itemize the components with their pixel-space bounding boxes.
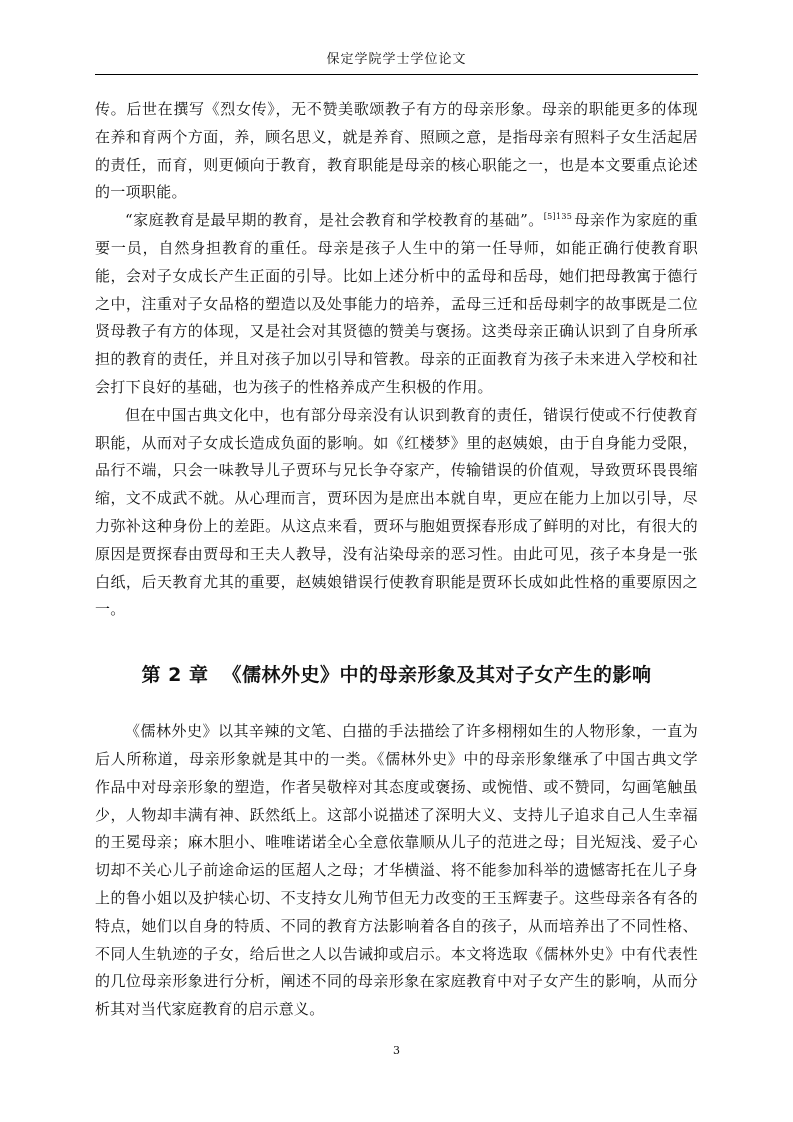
chapter-number: 第 2 章 <box>141 664 209 687</box>
paragraph-2-quote: “家庭教育是最早期的教育，是社会教育和学校教育的基础”。 <box>125 211 544 230</box>
header-rule <box>95 74 698 75</box>
paragraph-2-text: 母亲作为家庭的重要一员，自然身担教育的重任。母亲是孩子人生中的第一任导师，如能正确行使教育职能，会对子女成长产生正面的引导。比如上述分析中的孟母和岳母，她们把母教寓于德行之中，注重对子女品格的塑造以及处事能力的培养，孟母三迁和岳母刺字的故事既是二位贤母教子有方的体现，又是社会对其贤德的赞美与褒扬。这类母亲正确认识到了自身所承担的教育的责任，并且对孩子加以引导和管教。母亲的正面教育为孩子未来进入学校和社会打下良好的基础，也为孩子的性格养成产生积极的作用。 <box>95 211 698 396</box>
chapter-title: 《儒林外史》中的母亲形象及其对子女产生的影响 <box>222 664 652 687</box>
page-number: 3 <box>393 1044 400 1057</box>
chapter-heading <box>95 662 698 688</box>
page-header: 保定学院学士学位论文 <box>326 52 467 67</box>
paragraph-4: 《儒林外史》以其辛辣的文笔、白描的手法描绘了许多栩栩如生的人物形象，一直为后人所称道，母亲形象就是其中的一类。《儒林外史》中的母亲形象继承了中国古典文学作品中对母亲形象的塑造，作者吴敬梓对其态度或褒扬、或惋惜、或不赞同，勾画笔触虽少，人物却丰满有神、跃然纸上。这部小说描述了深明大义、支持儿子追求自己人生幸福的王冕母亲；麻木胆小、唯唯诺诺全心全意依靠顺从儿子的范进之母；目光短浅、爱子心切却不关心儿子前途命运的匡超人之母；才华横溢、将不能参加科举的遗憾寄托在儿子身上的鲁小姐以及护犊心切、不支持女儿殉节但无力改变的王玉辉妻子。这些母亲各有各的特点，她们以自身的特质、不同的教育方法影响着各自的孩子，从而培养出了不同性格、不同人生轨迹的子女，给后世之人以告诫抑或启示。本文将选取《儒林外史》中有代表性的几位母亲形象进行分析，阐述不同的母亲形象在家庭教育中对子女产生的影响，从而分析其对当代家庭教育的启示意义。 <box>95 722 698 1019</box>
citation-superscript: [5]135 <box>543 212 573 222</box>
paragraph-3: 但在中国古典文化中，也有部分母亲没有认识到教育的责任，错误行使或不行使教育职能，从而对子女成长造成负面的影响。如《红楼梦》里的赵姨娘，由于自身能力受限，品行不端，只会一味教导儿子贾环与兄长争夺家产，传输错误的价值观，导致贾环畏畏缩缩，文不成武不就。从心理而言，贾环因为是庶出本就自卑，更应在能力上加以引导，尽力弥补这种身份上的差距。从这点来看，贾环与胞姐贾探春形成了鲜明的对比，有很大的原因是贾探春由贾母和王夫人教导，没有沾染母亲的恶习性。由此可见，孩子本身是一张白纸，后天教育尤其的重要，赵姨娘错误行使教育职能是贾环长成如此性格的重要原因之一。 <box>95 405 698 619</box>
page-body <box>95 96 698 1024</box>
paragraph-1: 传。后世在撰写《烈女传》，无不赞美歌颂教子有方的母亲形象。母亲的职能更多的体现在养和育两个方面，养，顾名思义，就是养育、照顾之意，是指母亲有照料子女生活起居的责任，而育，则更倾向于教育，教育职能是母亲的核心职能之一，也是本文要重点论述的一项职能。 <box>95 100 698 202</box>
paragraph-2 <box>95 207 698 402</box>
